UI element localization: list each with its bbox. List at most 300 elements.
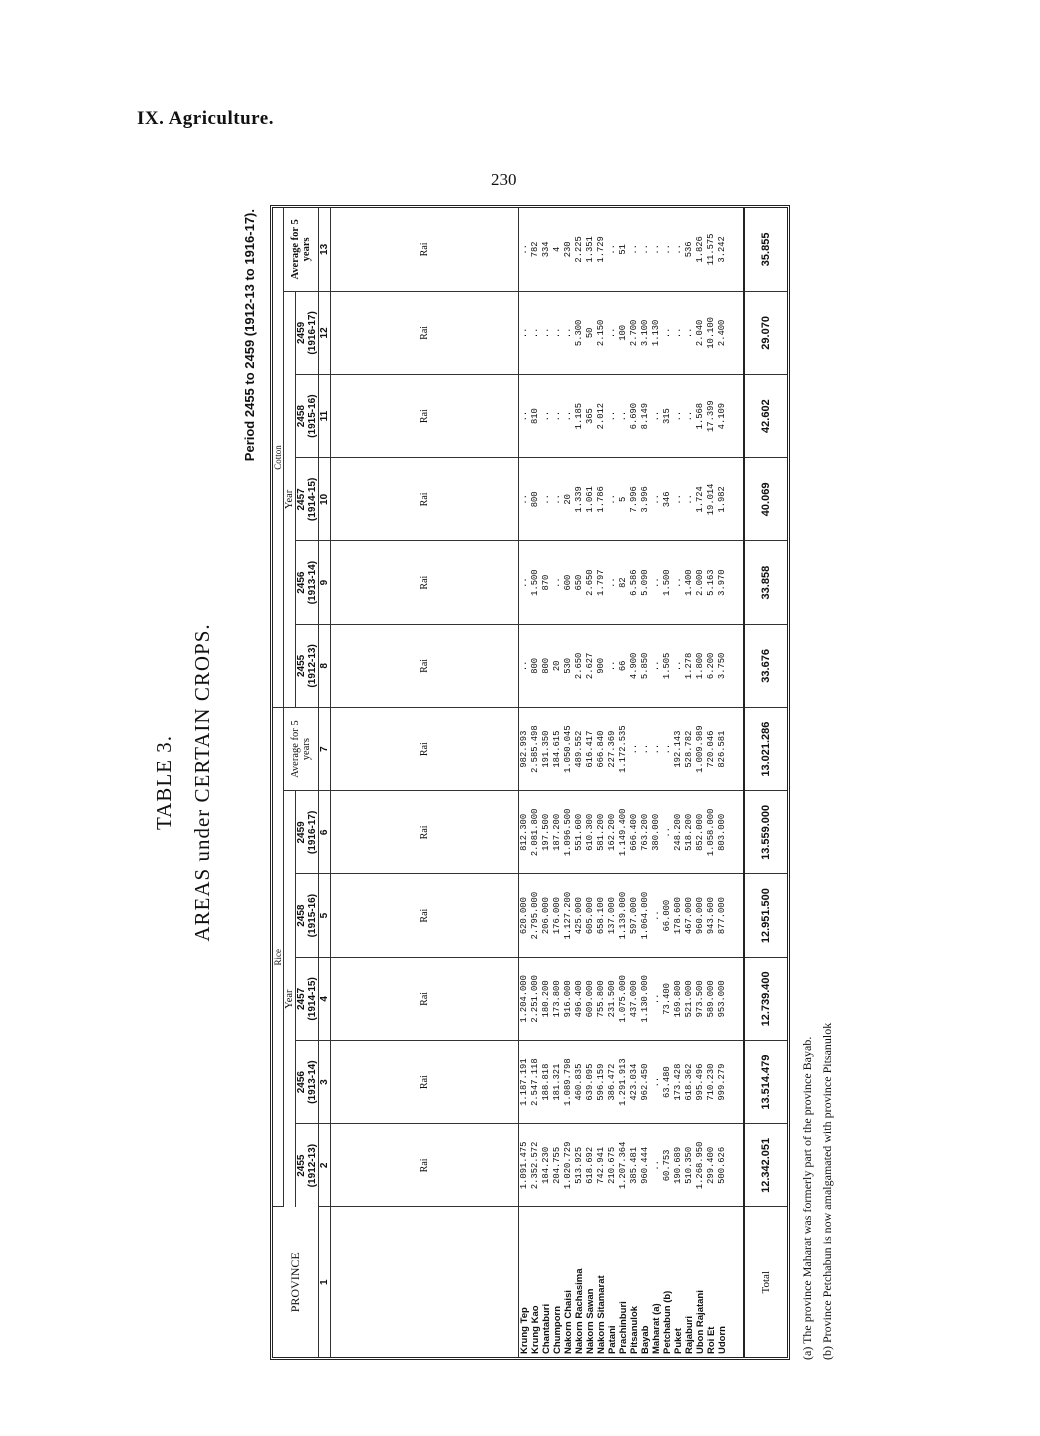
cotton-value: .. bbox=[541, 458, 552, 541]
cotton-value: 1.786 bbox=[596, 458, 607, 541]
cotton-value: 800 bbox=[530, 458, 541, 541]
province-name: Nakorn Sawan bbox=[585, 1288, 597, 1354]
province-name: Krung Tep bbox=[519, 1307, 531, 1354]
cotton-value: 900 bbox=[596, 624, 607, 707]
rice-value: 1.172.535 bbox=[618, 708, 629, 791]
rice-value: 1.050.045 bbox=[563, 708, 574, 791]
cotton-value: .. bbox=[651, 624, 662, 707]
rice-value: 423.034 bbox=[629, 1041, 640, 1124]
unit-cell: Rai bbox=[331, 1041, 519, 1124]
cotton-value: 6.586 bbox=[629, 541, 640, 624]
cotton-value: 10.100 bbox=[706, 291, 717, 374]
rice-value: 173.800 bbox=[552, 957, 563, 1040]
rice-year-ce: (1915-16) bbox=[307, 874, 319, 957]
table-row bbox=[618, 208, 629, 1357]
rice-value: 1.058.000 bbox=[706, 791, 717, 874]
rice-value: 1.291.913 bbox=[618, 1041, 629, 1124]
rice-value: 826.581 bbox=[717, 708, 728, 791]
cotton-value: .. bbox=[651, 208, 662, 291]
cotton-value: .. bbox=[552, 375, 563, 458]
rice-value: 2.352.572 bbox=[530, 1124, 541, 1207]
rice-total-value: 12.342.051 bbox=[744, 1124, 787, 1207]
rice-value: 618.362 bbox=[684, 1041, 695, 1124]
crop-area-table bbox=[273, 208, 787, 1357]
rice-value: 188.818 bbox=[541, 1041, 552, 1124]
rice-value: 190.689 bbox=[673, 1124, 684, 1207]
column-number: 3 bbox=[319, 1041, 331, 1124]
cotton-value: .. bbox=[607, 208, 618, 291]
rice-year-header: Year bbox=[284, 791, 296, 1207]
rice-value: 231.500 bbox=[607, 957, 618, 1040]
cotton-value: 1.797 bbox=[596, 541, 607, 624]
rice-value: 227.369 bbox=[607, 708, 618, 791]
rice-value: 1.207.364 bbox=[618, 1124, 629, 1207]
rice-year-ce: (1912-13) bbox=[307, 1124, 319, 1207]
rice-value: 1.075.000 bbox=[618, 957, 629, 1040]
section-heading: IX. Agriculture. bbox=[137, 108, 274, 129]
table-row bbox=[574, 208, 585, 1357]
rice-value: .. bbox=[629, 708, 640, 791]
cotton-value: .. bbox=[673, 541, 684, 624]
rice-total-value: 13.021.286 bbox=[744, 708, 787, 791]
cotton-value: 3.100 bbox=[640, 291, 651, 374]
unit-cell: Rai bbox=[331, 957, 519, 1040]
rice-value: 609.000 bbox=[585, 957, 596, 1040]
unit-cell: Rai bbox=[331, 874, 519, 957]
cotton-value: .. bbox=[662, 208, 673, 291]
column-number: 1 bbox=[319, 1207, 331, 1357]
rice-value: 66.000 bbox=[662, 874, 673, 957]
spacer-cell bbox=[728, 541, 744, 624]
province-name: Puket bbox=[673, 1328, 685, 1354]
column-number: 12 bbox=[319, 291, 331, 374]
province-name: Roi Et bbox=[706, 1326, 718, 1354]
period-label: Period 2455 to 2459 (1912-13 to 1916-17). bbox=[242, 209, 257, 462]
column-number: 9 bbox=[319, 541, 331, 624]
table-row bbox=[662, 208, 673, 1357]
rice-total-value: 13.514.479 bbox=[744, 1041, 787, 1124]
province-name: Prachinburi bbox=[618, 1301, 630, 1354]
unit-cell: Rai bbox=[331, 375, 519, 458]
column-number: 10 bbox=[319, 458, 331, 541]
province-name: Nakorn Sitamarat bbox=[596, 1275, 608, 1354]
rice-value: 192.143 bbox=[673, 708, 684, 791]
rice-value: .. bbox=[651, 708, 662, 791]
cotton-value: .. bbox=[519, 624, 531, 707]
rice-total-value: 13.559.000 bbox=[744, 791, 787, 874]
unit-cell: Rai bbox=[331, 708, 519, 791]
rice-value: 1.064.000 bbox=[640, 874, 651, 957]
rice-value: .. bbox=[651, 1124, 662, 1207]
cotton-value: 51 bbox=[618, 208, 629, 291]
cotton-value: 1.800 bbox=[695, 624, 706, 707]
province-name: Krung Kao bbox=[530, 1305, 542, 1354]
rice-value: 2.585.498 bbox=[530, 708, 541, 791]
cotton-value: 6.200 bbox=[706, 624, 717, 707]
cotton-value: 5 bbox=[618, 458, 629, 541]
cotton-value: .. bbox=[519, 208, 531, 291]
cotton-value: 1.500 bbox=[662, 541, 673, 624]
rice-value: 1.091.475 bbox=[519, 1124, 531, 1207]
cotton-value: 1.400 bbox=[684, 541, 695, 624]
cotton-year-ce: (1913-14) bbox=[307, 541, 319, 624]
rice-value: 982.993 bbox=[519, 708, 531, 791]
cotton-value: .. bbox=[651, 375, 662, 458]
column-number-row bbox=[319, 208, 331, 1357]
rice-value: .. bbox=[651, 874, 662, 957]
cotton-value: .. bbox=[662, 291, 673, 374]
table-row bbox=[607, 208, 618, 1357]
cotton-value: 5.850 bbox=[640, 624, 651, 707]
rice-value: 169.800 bbox=[673, 957, 684, 1040]
cotton-value: 870 bbox=[541, 541, 552, 624]
cotton-year-be: 2455 bbox=[296, 624, 308, 707]
cotton-value: 1.278 bbox=[684, 624, 695, 707]
rice-value: 620.000 bbox=[519, 874, 531, 957]
cotton-value: 2.650 bbox=[585, 541, 596, 624]
cotton-value: 2.150 bbox=[596, 291, 607, 374]
table-row bbox=[552, 208, 563, 1357]
rice-value: 618.692 bbox=[585, 1124, 596, 1207]
column-number: 2 bbox=[319, 1124, 331, 1207]
cotton-year-header: Year bbox=[284, 291, 296, 707]
cotton-value: 1.826 bbox=[695, 208, 706, 291]
cotton-value: 1.729 bbox=[596, 208, 607, 291]
rice-value: 206.000 bbox=[541, 874, 552, 957]
rice-value: 916.000 bbox=[563, 957, 574, 1040]
table-row bbox=[519, 208, 531, 1357]
rice-value: 137.000 bbox=[607, 874, 618, 957]
total-label: Total bbox=[744, 1207, 787, 1357]
province-name: Udorn bbox=[717, 1326, 729, 1354]
cotton-average-header: Average for 5 years bbox=[284, 208, 319, 291]
cotton-value: 82 bbox=[618, 541, 629, 624]
rice-value: 176.000 bbox=[552, 874, 563, 957]
rice-value: .. bbox=[640, 708, 651, 791]
spacer-cell bbox=[728, 458, 744, 541]
rice-value: 1.009.989 bbox=[695, 708, 706, 791]
cotton-value: .. bbox=[673, 458, 684, 541]
cotton-value: .. bbox=[684, 291, 695, 374]
spacer-cell bbox=[728, 208, 744, 291]
cotton-value: 1.724 bbox=[695, 458, 706, 541]
cotton-value: 800 bbox=[541, 624, 552, 707]
table-row bbox=[695, 208, 706, 1357]
table-body bbox=[331, 208, 788, 1357]
rice-value: 639.095 bbox=[585, 1041, 596, 1124]
rice-value: 960.000 bbox=[695, 874, 706, 957]
table-row bbox=[717, 208, 728, 1357]
rice-value: .. bbox=[651, 957, 662, 1040]
rice-year-ce: (1913-14) bbox=[307, 1041, 319, 1124]
rice-value: 184.615 bbox=[552, 708, 563, 791]
cotton-value: 800 bbox=[530, 624, 541, 707]
rice-value: 960.444 bbox=[640, 1124, 651, 1207]
province-name: Petchabun (b) bbox=[662, 1290, 674, 1354]
spacer-cell bbox=[728, 791, 744, 874]
spacer-cell bbox=[728, 291, 744, 374]
rice-value: 666.400 bbox=[629, 791, 640, 874]
table-row bbox=[541, 208, 552, 1357]
unit-cell: Rai bbox=[331, 458, 519, 541]
rice-value: .. bbox=[662, 708, 673, 791]
cotton-value: 536 bbox=[684, 208, 695, 291]
cotton-value: .. bbox=[607, 291, 618, 374]
rice-value: 581.200 bbox=[596, 791, 607, 874]
cotton-value: 1.351 bbox=[585, 208, 596, 291]
province-name: Chumporn bbox=[552, 1305, 564, 1354]
province-name: Chantaburi bbox=[541, 1303, 553, 1354]
cotton-value: .. bbox=[519, 541, 531, 624]
rice-value: 460.835 bbox=[574, 1041, 585, 1124]
cotton-value: .. bbox=[519, 291, 531, 374]
rice-value: 943.600 bbox=[706, 874, 717, 957]
table-row bbox=[706, 208, 717, 1357]
table-row bbox=[596, 208, 607, 1357]
cotton-value: 2.650 bbox=[574, 624, 585, 707]
rice-value: 710.230 bbox=[706, 1041, 717, 1124]
cotton-value: 2.000 bbox=[695, 541, 706, 624]
cotton-value: 1.505 bbox=[662, 624, 673, 707]
cotton-value: 17.399 bbox=[706, 375, 717, 458]
cotton-total-value: 40.069 bbox=[744, 458, 787, 541]
rice-value: 173.428 bbox=[673, 1041, 684, 1124]
cotton-value: .. bbox=[607, 541, 618, 624]
province-name: Nakorn Chaisi bbox=[563, 1290, 575, 1354]
unit-row bbox=[331, 208, 519, 1357]
spacer-cell bbox=[728, 957, 744, 1040]
footnote-b: (b) Province Petchabun is now amalgamated with province Pitsanulok bbox=[820, 1022, 834, 1360]
unit-blank-cell bbox=[331, 1207, 519, 1357]
rice-value: 184.230 bbox=[541, 1124, 552, 1207]
unit-cell: Rai bbox=[331, 624, 519, 707]
rice-total-value: 12.739.400 bbox=[744, 957, 787, 1040]
cotton-year-ce: (1916-17) bbox=[307, 291, 319, 374]
cotton-value: .. bbox=[563, 375, 574, 458]
rotated-table-area bbox=[150, 205, 855, 1360]
rice-value: 2.081.800 bbox=[530, 791, 541, 874]
rice-value: 500.626 bbox=[717, 1124, 728, 1207]
cotton-value: 600 bbox=[563, 541, 574, 624]
rice-value: 852.000 bbox=[695, 791, 706, 874]
cotton-value: 3.750 bbox=[717, 624, 728, 707]
cotton-group-header: Cotton bbox=[273, 208, 284, 708]
cotton-value: .. bbox=[651, 458, 662, 541]
rice-value: 962.450 bbox=[640, 1041, 651, 1124]
cotton-value: .. bbox=[563, 291, 574, 374]
cotton-value: 2.012 bbox=[596, 375, 607, 458]
rice-value: 616.417 bbox=[585, 708, 596, 791]
cotton-value: .. bbox=[530, 291, 541, 374]
rice-value: 191.350 bbox=[541, 708, 552, 791]
rice-value: 742.941 bbox=[596, 1124, 607, 1207]
cotton-value: 1.500 bbox=[530, 541, 541, 624]
rice-value: 518.200 bbox=[684, 791, 695, 874]
rice-value: 528.782 bbox=[684, 708, 695, 791]
table-subtitle: AREAS under CERTAIN CROPS. bbox=[190, 623, 214, 942]
cotton-value: 365 bbox=[585, 375, 596, 458]
unit-cell: Rai bbox=[331, 1124, 519, 1207]
cotton-value: 4 bbox=[552, 208, 563, 291]
unit-cell: Rai bbox=[331, 291, 519, 374]
cotton-value: .. bbox=[673, 624, 684, 707]
province-name: Rajaburi bbox=[684, 1315, 696, 1354]
rice-value: 1.096.500 bbox=[563, 791, 574, 874]
cotton-value: 66 bbox=[618, 624, 629, 707]
province-name: Nakorn Rachasima bbox=[574, 1268, 586, 1354]
cotton-value: 2.627 bbox=[585, 624, 596, 707]
cotton-value: 782 bbox=[530, 208, 541, 291]
cotton-year-be: 2458 bbox=[296, 375, 308, 458]
rice-value: 1.149.400 bbox=[618, 791, 629, 874]
page-number: 230 bbox=[491, 170, 517, 189]
column-number: 13 bbox=[319, 208, 331, 291]
table-row bbox=[530, 208, 541, 1357]
cotton-value: 20 bbox=[563, 458, 574, 541]
cotton-value: 1.339 bbox=[574, 458, 585, 541]
cotton-value: 19.014 bbox=[706, 458, 717, 541]
table-row bbox=[684, 208, 695, 1357]
cotton-value: .. bbox=[607, 624, 618, 707]
cotton-value: 2.700 bbox=[629, 291, 640, 374]
rice-value: 597.000 bbox=[629, 874, 640, 957]
cotton-value: .. bbox=[684, 375, 695, 458]
column-number: 11 bbox=[319, 375, 331, 458]
column-number: 5 bbox=[319, 874, 331, 957]
rice-value: 755.800 bbox=[596, 957, 607, 1040]
rice-value: .. bbox=[662, 791, 673, 874]
rice-value: 1.204.000 bbox=[519, 957, 531, 1040]
rice-value: 73.400 bbox=[662, 957, 673, 1040]
rice-value: 386.472 bbox=[607, 1041, 618, 1124]
rice-value: 467.000 bbox=[684, 874, 695, 957]
cotton-value: 650 bbox=[574, 541, 585, 624]
column-number: 6 bbox=[319, 791, 331, 874]
rice-value: .. bbox=[651, 1041, 662, 1124]
cotton-value: 100 bbox=[618, 291, 629, 374]
cotton-value: 2.040 bbox=[695, 291, 706, 374]
rice-value: 162.200 bbox=[607, 791, 618, 874]
province-name: Bayab bbox=[640, 1325, 652, 1354]
cotton-value: 11.575 bbox=[706, 208, 717, 291]
rice-year-be: 2459 bbox=[296, 791, 308, 874]
cotton-value: 4.900 bbox=[629, 624, 640, 707]
cotton-value: 50 bbox=[585, 291, 596, 374]
rice-year-be: 2456 bbox=[296, 1041, 308, 1124]
rice-year-ce: (1916-17) bbox=[307, 791, 319, 874]
rice-value: 2.547.118 bbox=[530, 1041, 541, 1124]
rice-year-be: 2457 bbox=[296, 957, 308, 1040]
rice-value: 1.020.729 bbox=[563, 1124, 574, 1207]
spacer-row bbox=[728, 208, 744, 1357]
cotton-year-ce: (1915-16) bbox=[307, 375, 319, 458]
rice-value: 610.300 bbox=[585, 791, 596, 874]
cotton-year-ce: (1912-13) bbox=[307, 624, 319, 707]
cotton-value: .. bbox=[607, 375, 618, 458]
rice-average-header: Average for 5 years bbox=[284, 708, 319, 791]
cotton-value: .. bbox=[552, 458, 563, 541]
rice-value: 596.159 bbox=[596, 1041, 607, 1124]
cotton-value: .. bbox=[541, 375, 552, 458]
rice-year-be: 2455 bbox=[296, 1154, 307, 1177]
footnote-a: (a) The province Maharat was formerly part of the province Bayab. bbox=[800, 1036, 814, 1360]
rice-value: 1.187.191 bbox=[519, 1041, 531, 1124]
province-name: Pitsanulok bbox=[629, 1305, 641, 1354]
cotton-value: 1.130 bbox=[651, 291, 662, 374]
rice-year-ce: (1914-15) bbox=[307, 957, 319, 1040]
cotton-value: .. bbox=[541, 291, 552, 374]
cotton-value: 8.149 bbox=[640, 375, 651, 458]
cotton-value: 5.300 bbox=[574, 291, 585, 374]
rice-value: 1.268.950 bbox=[695, 1124, 706, 1207]
cotton-total-value: 33.676 bbox=[744, 624, 787, 707]
rice-value: 299.400 bbox=[706, 1124, 717, 1207]
cotton-value: 1.568 bbox=[695, 375, 706, 458]
cotton-value: .. bbox=[673, 208, 684, 291]
cotton-total-value: 33.858 bbox=[744, 541, 787, 624]
cotton-value: .. bbox=[607, 458, 618, 541]
cotton-total-value: 42.602 bbox=[744, 375, 787, 458]
rice-value: 551.600 bbox=[574, 791, 585, 874]
cotton-year-be: 2456 bbox=[296, 541, 308, 624]
cotton-total-value: 35.855 bbox=[744, 208, 787, 291]
rice-value: 380.000 bbox=[651, 791, 662, 874]
cotton-value: 3.996 bbox=[640, 458, 651, 541]
table-row bbox=[563, 208, 574, 1357]
column-number: 8 bbox=[319, 624, 331, 707]
cotton-value: 1.982 bbox=[717, 458, 728, 541]
rice-value: 210.675 bbox=[607, 1124, 618, 1207]
rice-value: 763.200 bbox=[640, 791, 651, 874]
crop-table-frame bbox=[270, 205, 790, 1360]
unit-cell: Rai bbox=[331, 541, 519, 624]
cotton-value: 6.690 bbox=[629, 375, 640, 458]
spacer-cell bbox=[728, 708, 744, 791]
cotton-value: 2.225 bbox=[574, 208, 585, 291]
spacer-cell bbox=[728, 375, 744, 458]
rice-group-header: Rice bbox=[273, 708, 284, 1208]
cotton-value: 7.996 bbox=[629, 458, 640, 541]
cotton-value: 5.163 bbox=[706, 541, 717, 624]
cotton-value: 1.185 bbox=[574, 375, 585, 458]
cotton-value: 5.090 bbox=[640, 541, 651, 624]
total-row bbox=[744, 208, 787, 1357]
cotton-year-ce: (1914-15) bbox=[307, 458, 319, 541]
cotton-value: 334 bbox=[541, 208, 552, 291]
cotton-year-be: 2457 bbox=[296, 458, 308, 541]
rice-value: 248.200 bbox=[673, 791, 684, 874]
rice-value: 181.321 bbox=[552, 1041, 563, 1124]
table-row bbox=[640, 208, 651, 1357]
column-number: 4 bbox=[319, 957, 331, 1040]
rice-value: 513.925 bbox=[574, 1124, 585, 1207]
cotton-value: 3.970 bbox=[717, 541, 728, 624]
rice-year-be: 2458 bbox=[296, 874, 308, 957]
cotton-value: 3.242 bbox=[717, 208, 728, 291]
unit-cell: Rai bbox=[331, 791, 519, 874]
rice-value: 1.089.798 bbox=[563, 1041, 574, 1124]
rice-value: 812.300 bbox=[519, 791, 531, 874]
rice-value: 720.046 bbox=[706, 708, 717, 791]
rice-value: 605.000 bbox=[585, 874, 596, 957]
cotton-year-be: 2459 bbox=[296, 291, 308, 374]
cotton-value: 230 bbox=[563, 208, 574, 291]
cotton-value: 530 bbox=[563, 624, 574, 707]
cotton-value: .. bbox=[673, 375, 684, 458]
table-row bbox=[585, 208, 596, 1357]
cotton-value: .. bbox=[684, 458, 695, 541]
cotton-value: .. bbox=[673, 291, 684, 374]
